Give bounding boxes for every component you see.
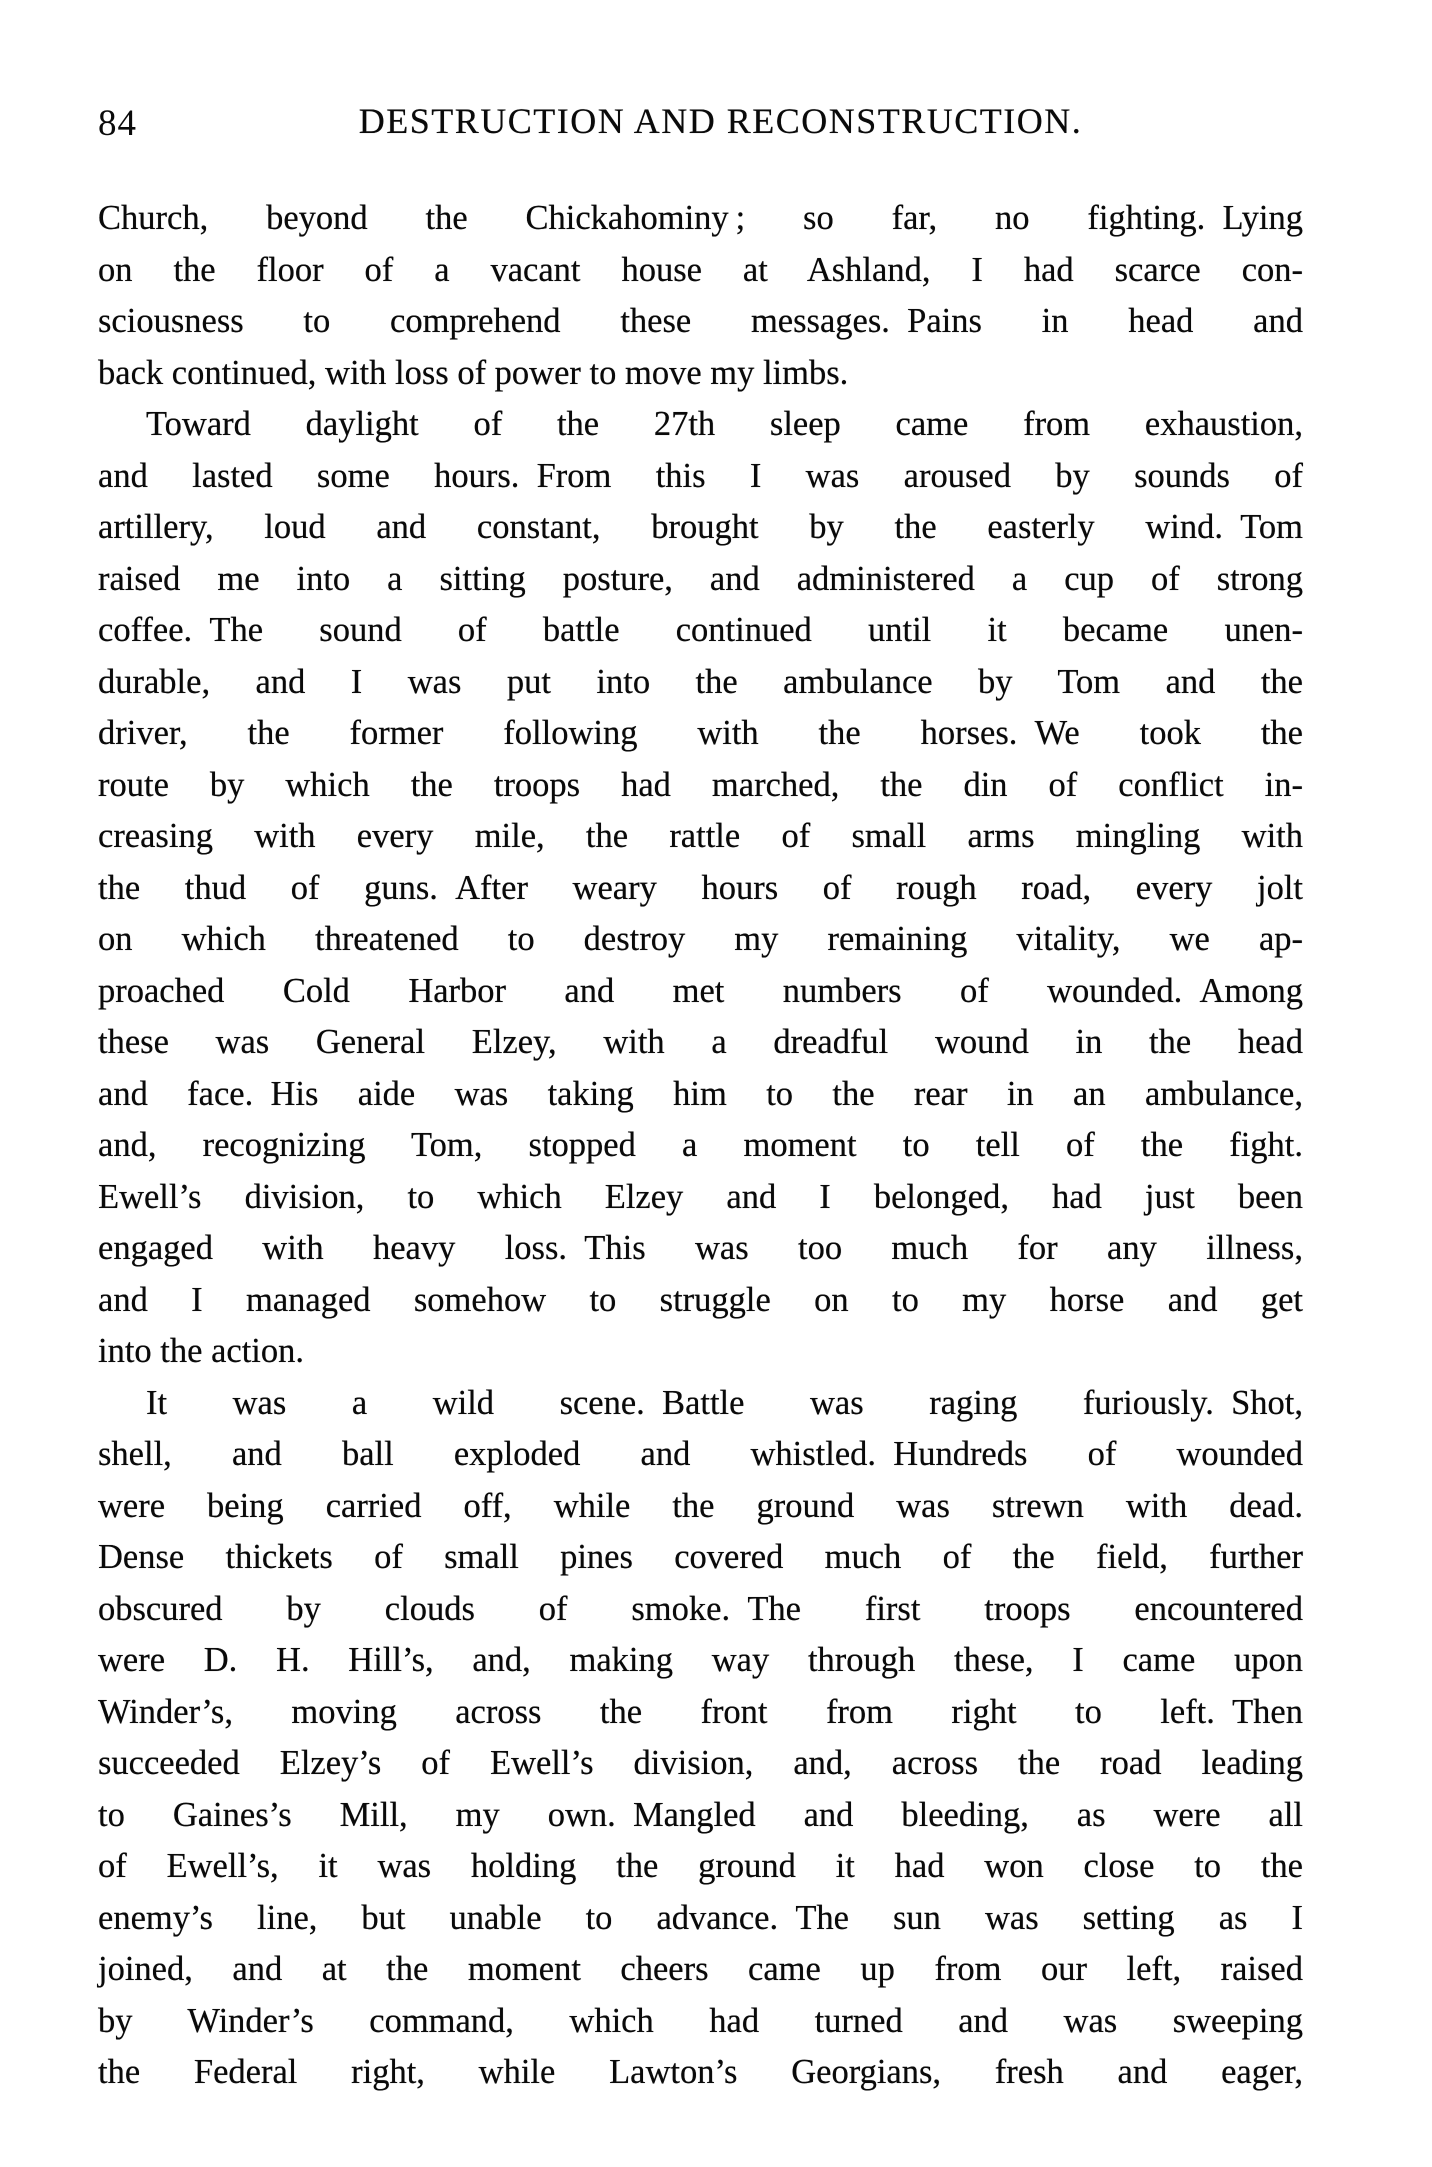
text-line: the thud of guns. After weary hours of rough road, every jolt — [98, 868, 1303, 907]
text-line: durable, and I was put into the ambulance by Tom and the — [98, 662, 1303, 701]
text-line: back continued, with loss of power to move my limbs. — [98, 353, 849, 392]
text-line: creasing with every mile, the rattle of small arms mingling with — [98, 817, 1303, 855]
text-line: artillery, loud and constant, brought by the easterly wind. Tom — [98, 508, 1303, 546]
text-line: engaged with heavy loss. This was too much for any illness, — [98, 1229, 1303, 1267]
page-number: 84 — [98, 103, 137, 144]
text-line: Dense thickets of small pines covered much of the field, further — [98, 1538, 1303, 1576]
text-line: Toward daylight of the 27th sleep came from exhaustion, — [146, 405, 1303, 443]
text-block — [98, 193, 1303, 2099]
text-line: and, recognizing Tom, stopped a moment to tell of the fight. — [98, 1126, 1303, 1164]
text-line: to Gaines’s Mill, my own. Mangled and bleeding, as were all — [98, 1795, 1303, 1834]
text-line: on the floor of a vacant house at Ashland, I had scarce con- — [98, 250, 1303, 289]
text-line: It was a wild scene. Battle was raging furiously. Shot, — [146, 1383, 1303, 1422]
text-line: and lasted some hours. From this I was aroused by sounds of — [98, 456, 1303, 495]
text-line: driver, the former following with the horses. We took the — [98, 714, 1303, 752]
text-line: coffee. The sound of battle continued until it became unen- — [98, 611, 1303, 649]
text-line: Winder’s, moving across the front from right to left. Then — [98, 1692, 1303, 1731]
text-line: these was General Elzey, with a dreadful wound in the head — [98, 1023, 1303, 1061]
text-line: and face. His aide was taking him to the rear in an ambulance, — [98, 1074, 1303, 1113]
text-line: were D. H. Hill’s, and, making way through these, I came upon — [98, 1641, 1303, 1679]
text-line: of Ewell’s, it was holding the ground it had won close to the — [98, 1847, 1303, 1885]
text-line: sciousness to comprehend these messages. Pains in head and — [98, 302, 1303, 340]
text-line: Ewell’s division, to which Elzey and I belonged, had just been — [98, 1177, 1303, 1216]
running-head-title: DESTRUCTION AND RECONSTRUCTION. — [358, 101, 1083, 141]
text-line: obscured by clouds of smoke. The first troops encountered — [98, 1589, 1303, 1628]
page-header — [98, 100, 1303, 148]
text-line: proached Cold Harbor and met numbers of wounded. Among — [98, 971, 1303, 1010]
text-line: the Federal right, while Lawton’s Georgians, fresh and eager, — [98, 2053, 1303, 2091]
paragraph — [98, 399, 1303, 1378]
text-line: enemy’s line, but unable to advance. The sun was setting as I — [98, 1898, 1303, 1937]
text-line: Church, beyond the Chickahominy ; so far, no fighting. Lying — [98, 199, 1303, 237]
text-line: into the action. — [98, 1332, 304, 1370]
text-line: and I managed somehow to struggle on to my horse and get — [98, 1280, 1303, 1319]
text-line: succeeded Elzey’s of Ewell’s division, and, across the road leading — [98, 1744, 1303, 1782]
text-line: joined, and at the moment cheers came up from our left, raised — [98, 1950, 1303, 1988]
text-line: shell, and ball exploded and whistled. Hundreds of wounded — [98, 1435, 1303, 1473]
text-line: on which threatened to destroy my remaining vitality, we ap- — [98, 920, 1303, 958]
text-line: route by which the troops had marched, the din of conflict in- — [98, 765, 1303, 804]
text-line: by Winder’s command, which had turned and was sweeping — [98, 2001, 1303, 2040]
paragraph — [98, 1378, 1303, 2099]
text-line: were being carried off, while the ground was strewn with dead. — [98, 1486, 1303, 1525]
text-line: raised me into a sitting posture, and administered a cup of strong — [98, 559, 1303, 598]
paragraph — [98, 193, 1303, 399]
